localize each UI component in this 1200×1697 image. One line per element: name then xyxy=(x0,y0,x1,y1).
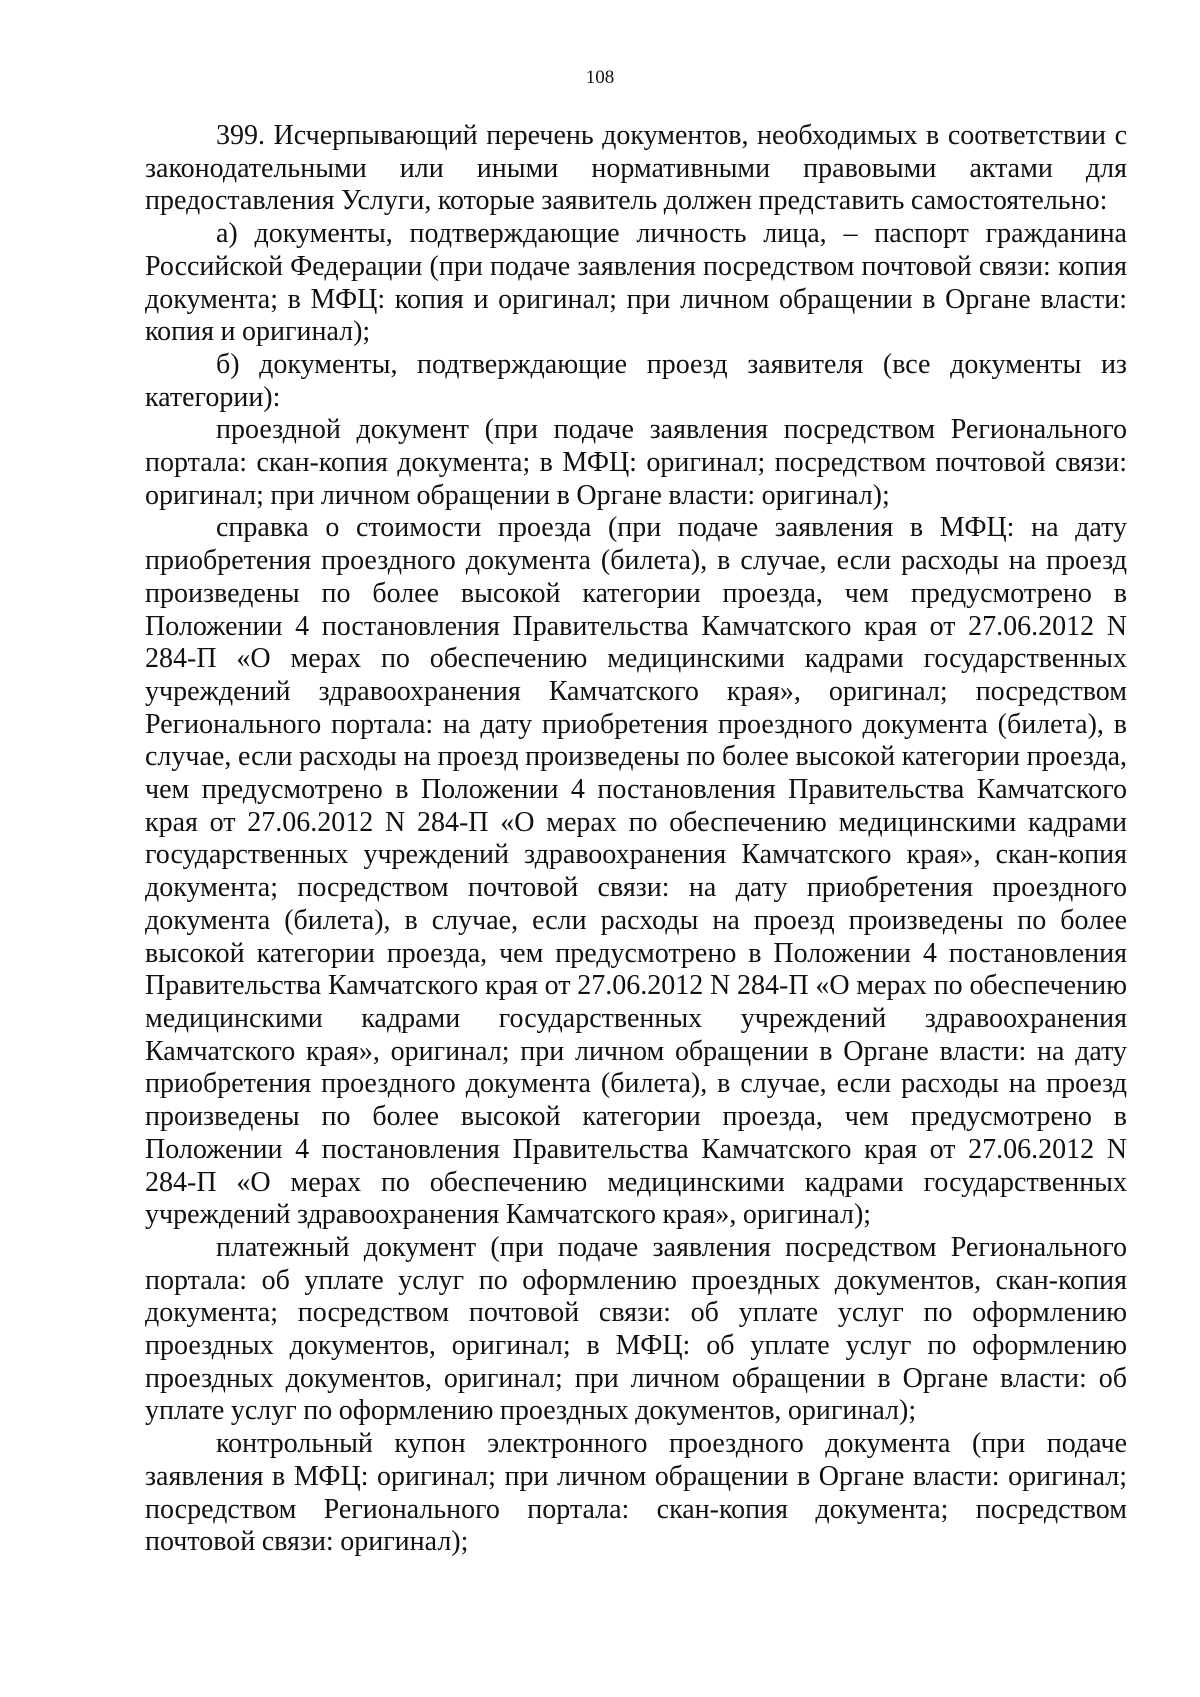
paragraph-399-intro: 399. Исчерпывающий перечень документов, необходимых в соответствии с законодательными или иными нормативными правовыми актами для предоставления Услуги, которые заявитель должен представить самостоятельно: xyxy=(145,120,1127,217)
document-body xyxy=(145,120,1127,1559)
paragraph-item-b-travel-documents: б) документы, подтверждающие проезд заявителя (все документы из категории): xyxy=(145,348,1127,413)
paragraph-electronic-ticket-coupon: контрольный купон электронного проездного документа (при подаче заявления в МФЦ: оригинал; при личном обращении в Органе власти: оригинал; посредством Регионального портала: скан-копия документа; посредством почтовой связи: оригинал); xyxy=(145,1428,1127,1558)
page-number: 108 xyxy=(585,67,615,88)
paragraph-item-a-identity-documents: а) документы, подтверждающие личность лица, – паспорт гражданина Российской Федерации (при подаче заявления посредством почтовой связи: копия документа; в МФЦ: копия и оригинал; при личном обращении в Органе власти: копия и оригинал); xyxy=(145,218,1127,348)
paragraph-payment-document: платежный документ (при подаче заявления посредством Регионального портала: об уплате услуг по оформлению проездных документов, скан-копия документа; посредством почтовой связи: об уплате услуг по оформлению проездных документов, оригинал; в МФЦ: об уплате услуг по оформлению проездных документов, оригинал; при личном обращении в Органе власти: об уплате услуг по оформлению проездных документов, оригинал); xyxy=(145,1231,1127,1427)
paragraph-travel-ticket: проездной документ (при подаче заявления посредством Регионального портала: скан-копия документа; в МФЦ: оригинал; посредством почтовой связи: оригинал; при личном обращении в Органе власти: оригинал); xyxy=(145,414,1127,511)
paragraph-fare-certificate: справка о стоимости проезда (при подаче заявления в МФЦ: на дату приобретения проездного документа (билета), в случае, если расходы на проезд произведены по более высокой категории проезда, чем предусмотрено в Положении 4 постановления Правительства Камчатского края от 27.06.2012 N 284-П «О мерах по обеспечению медицинскими кадрами государственных учреждений здравоохранения Камчатского края», оригинал; посредством Регионального портала: на дату приобретения проездного документа (билета), в случае, если расходы на проезд произведены по более высокой категории проезда, чем предусмотрено в Положении 4 постановления Правительства Камчатского края от 27.06.2012 N 284-П «О мерах по обеспечению медицинскими кадрами государственных учреждений здравоохранения Камчатского края», скан-копия документа; посредством почтовой связи: на дату приобретения проездного документа (билета), в случае, если расходы на проезд произведены по более высокой категории проезда, чем предусмотрено в Положении 4 постановления Правительства Камчатского края от 27.06.2012 N 284-П «О мерах по обеспечению медицинскими кадрами государственных учреждений здравоохранения Камчатского края», оригинал; при личном обращении в Органе власти: на дату приобретения проездного документа (билета), в случае, если расходы на проезд произведены по более высокой категории проезда, чем предусмотрено в Положении 4 постановления Правительства Камчатского края от 27.06.2012 N 284-П «О мерах по обеспечению медицинскими кадрами государственных учреждений здравоохранения Камчатского края», оригинал); xyxy=(145,512,1127,1231)
